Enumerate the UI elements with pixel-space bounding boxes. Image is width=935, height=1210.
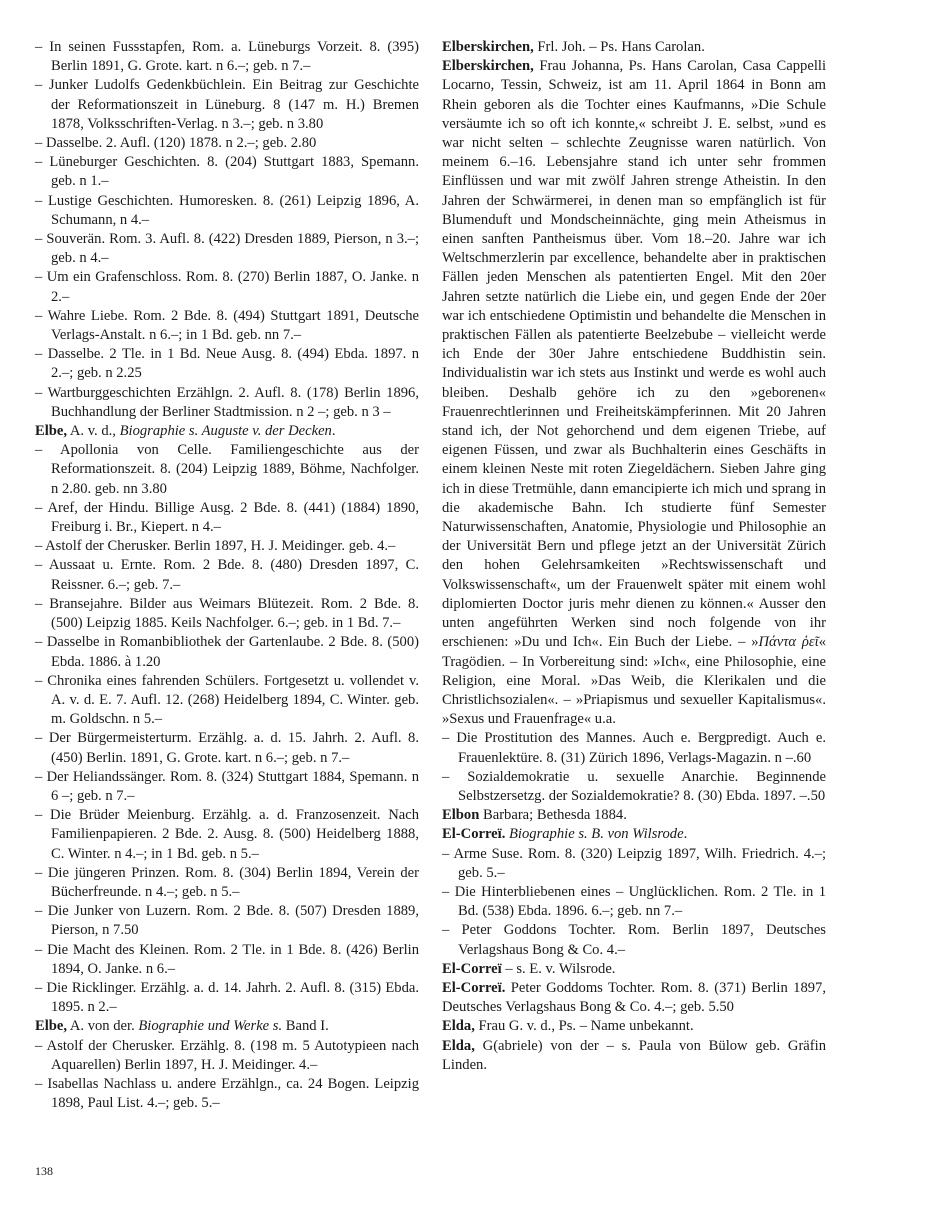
entry-text: Frau G. v. d., Ps. – Name unbekannt.	[474, 1018, 694, 1035]
entry-text: – Junker Ludolfs Gedenkbüchlein. Ein Beitrag zur Geschichte der Reformationszeit in Lüneburg. 8 (147 m. H.) Bremen 1878, Volksschriften-Verlag. n 3.–; geb. n 3.80	[35, 77, 419, 132]
entry-tail: « Tragödien. – In Vorbereitung sind: »Ich«, eine Philosophie, eine Religion, eine Moral. »Das Weib, die Klerikalen und die Christlichsozialen«. – »Priapismus und sexueller Kapitalismus«. »Sexus und Frauenfrage« u.a.	[442, 634, 826, 728]
headword: Elda,	[442, 1037, 475, 1054]
work-entry	[35, 941, 419, 979]
entry-text: – Die Macht des Kleinen. Rom. 2 Tle. in 1 Bde. 8. (426) Berlin 1894, O. Janke. n 6.–	[35, 941, 419, 977]
entry-text: – Der Heliandssänger. Rom. 8. (324) Stuttgart 1884, Spemann. n 6 –; geb. n 7.–	[35, 768, 419, 804]
entry-tail: .	[331, 423, 336, 440]
work-entry	[35, 806, 419, 864]
entry-text: – Wartburggeschichten Erzählgn. 2. Aufl. 8. (178) Berlin 1896, Buchhandlung der Berliner Stadtmission. n 2 –; geb. n 3 –	[35, 384, 419, 420]
entry-text: – Dasselbe. 2 Tle. in 1 Bd. Neue Ausg. 8. (494) Ebda. 1897. n 2.–; geb. n 2.25	[35, 346, 419, 382]
left-column	[35, 38, 419, 1113]
entry-text: – Arme Suse. Rom. 8. (320) Leipzig 1897, Wilh. Friedrich. 4.–; geb. 5.–	[442, 845, 826, 881]
headword: Elbe,	[35, 423, 68, 440]
headword: El-Correï	[442, 960, 502, 977]
entry-text: – Astolf der Cherusker. Erzählg. 8. (198 m. 5 Autotypieen nach Aquarellen) Berlin 1897, H. J. Meidinger. 4.–	[35, 1037, 419, 1073]
work-entry	[35, 768, 419, 806]
work-entry	[35, 134, 419, 153]
entry-text: – Die Prostitution des Mannes. Auch e. Bergpredigt. Auch e. Frauenlektüre. 8. (31) Zürich 1896, Verlags-Magazin. n –.60	[442, 730, 826, 766]
work-entry	[35, 864, 419, 902]
entry-text: – Der Bürgermeisterturm. Erzählg. a. d. 15. Jahrh. 2. Aufl. 8. (450) Berlin. 1891, G. Grote. kart. n 6.–; geb. n 7.–	[35, 730, 419, 766]
entry-text: Barbara; Bethesda 1884.	[479, 807, 627, 824]
entry-text: – Um ein Grafenschloss. Rom. 8. (270) Berlin 1887, O. Janke. n 2.–	[35, 269, 419, 305]
entry-text: – Lüneburger Geschichten. 8. (204) Stuttgart 1883, Spemann. geb. n 1.–	[35, 154, 419, 190]
entry-text: Frau Johanna, Ps. Hans Carolan, Casa Cappelli Locarno, Tessin, Schweiz, ist am 11. April 1864 in Bonn am Rhein geboren als die Tochter eines Kaufmanns, »Die Schule versäumte ich so oft ich konnte,« schreibt J. E. selbst, »und es war nicht selten – schlechte Zeugnisse waren natürlich. Von meinem 6.–16. Lebensjahre stand ich unter sehr frommen Einflüssen und war mit zwölf Jahren strenge Atheistin. In den Jahren der Schwärmerei, in denen man so empfänglich ist für Blumenduft und Mondscheinnächte, ging mein Atheismus in einen sanften Pantheismus über. Vom 18.–20. Jahre war ich Weltschmerzlerin par excellence, behandelte aber in praktischen Fällen jeden Menschen als patentierten Engel. Mit den 20er Jahren setzte natürlich die Liebe ein, und gegen Ende der 20er war ich entschiedene Optimistin und behandelte die Menschen in praktischen Fällen als patentierte Beelzebube – vielleicht werde ich Ende der 30er Jahre entschiedene Buddhistin sein. Individualistin war ich stets aus Instinkt und werde es wohl auch bleiben. Deshalb gehöre ich zu den »geborenen« Frauenrechtlerinnen und Freiheitskämpferinnen. Mit 20 Jahren stand ich, der Not gehorchend und dem eigenen Triebe, auf eigenen Füssen, und zwar als Buchhalterin eines Geschäfts in einem kleinen Neste mit roten Ziegeldächern. Sieben Jahre ging ich in diese Tretmühle, dann emancipierte ich mich und sprang in die akademische Bahn. Ich studierte fünf Semester Naturwissenschaften, Anatomie, Physiologie und Philosophie an der Universität Bern und pflege jetzt an der Universität Zürich den hohen Gelehrsamkeiten »Rechtswissenschaft und Volkswissenschaft«, um der Frauenwelt später mit einem wohl diplomierten Doctor juris mehr dienen zu können.« Ausser den unten angeführten Werken sind noch folgende von ihr erschienen: »Du und Ich«. Ein Buch der Liebe. – »	[442, 58, 826, 651]
work-entry	[35, 1037, 419, 1075]
entry-text: – Aref, der Hindu. Billige Ausg. 2 Bde. 8. (441) (1884) 1890, Freiburg i. Br., Kiepert. n 4.–	[35, 499, 419, 536]
work-entry	[35, 268, 419, 306]
entry-text: G(abriele) von der – s. Paula von Bülow geb. Gräfin Linden.	[442, 1037, 826, 1073]
work-entry	[35, 556, 419, 594]
work-entry	[35, 307, 419, 345]
headword: El-Correï.	[442, 826, 506, 843]
entry-italic: Biographie s. Auguste v. der Decken	[119, 423, 332, 440]
work-entry	[35, 76, 419, 134]
headword-entry	[442, 1037, 826, 1075]
work-entry	[442, 921, 826, 959]
headword: Elberskirchen,	[442, 39, 534, 55]
entry-text: – Die Brüder Meienburg. Erzählg. a. d. Franzosenzeit. Nach Familienpapieren. 2 Bde. 2. Ausg. 8. (500) Heidelberg 1888, C. Winter. n 4.–; in 1 Bd. geb. n 5.–	[35, 807, 419, 862]
work-entry	[442, 845, 826, 883]
headword: Elda,	[442, 1018, 475, 1035]
entry-italic: Πάντα ῥεῖ	[758, 634, 819, 651]
headword: Elbon	[442, 807, 480, 824]
entry-text: – Bransejahre. Bilder aus Weimars Blütezeit. Rom. 2 Bde. 8. (500) Leipzig 1885. Keils Nachfolger. 6.–; geb. in 1 Bd. 7.–	[35, 595, 419, 632]
work-entry	[442, 729, 826, 767]
headword-entry	[35, 422, 419, 441]
entry-text: – Die Junker von Luzern. Rom. 2 Bde. 8. (507) Dresden 1889, Pierson, n 7.50	[35, 903, 419, 939]
entry-text: Peter Goddoms Tochter. Rom. 8. (371) Berlin 1897, Deutsches Verlagshaus Bong & Co. 4.–; geb. 5.50	[442, 979, 826, 1016]
entry-text: – Chronika eines fahrenden Schülers. Fortgesetzt u. vollendet v. A. v. d. E. 7. Aufl. 12. (268) Heidelberg 1894, C. Winter. geb. m. Goldschn. n 5.–	[35, 672, 419, 728]
entry-text: – Apollonia von Celle. Familiengeschichte aus der Reformationszeit. 8. (204) Leipzig 1889, Böhme, Nachfolger. n 2.80. geb. nn 3.80	[35, 442, 419, 497]
entry-tail: Band I.	[282, 1018, 329, 1035]
entry-text: – In seinen Fussstapfen, Rom. a. Lüneburgs Vorzeit. 8. (395) Berlin 1891, G. Grote. kart. n 6.–; geb. n 7.–	[35, 39, 419, 75]
headword: Elberskirchen,	[442, 58, 534, 75]
entry-text: – Isabellas Nachlass u. andere Erzählgn., ca. 24 Bogen. Leipzig 1898, Paul List. 4.–; geb. 5.–	[35, 1075, 419, 1112]
work-entry	[35, 384, 419, 422]
headword: Elbe,	[35, 1018, 68, 1035]
work-entry	[35, 230, 419, 268]
entry-text: – Die Ricklinger. Erzählg. a. d. 14. Jahrh. 2. Aufl. 8. (315) Ebda. 1895. n 2.–	[35, 979, 419, 1016]
work-entry	[35, 729, 419, 767]
entry-text: – Aussaat u. Ernte. Rom. 2 Bde. 8. (480) Dresden 1897, C. Reissner. 6.–; geb. 7.–	[35, 557, 419, 593]
entry-text: – Wahre Liebe. Rom. 2 Bde. 8. (494) Stuttgart 1891, Deutsche Verlags-Anstalt. n 6.–; in 1 Bd. geb. nn 7.–	[35, 307, 419, 344]
work-entry	[35, 595, 419, 633]
work-entry	[35, 38, 419, 76]
work-entry	[35, 441, 419, 499]
entry-italic: Biographie s. B. von Wilsrode	[509, 826, 684, 843]
entry-text: – Peter Goddons Tochter. Rom. Berlin 1897, Deutsches Verlagshaus Bong & Co. 4.–	[442, 922, 826, 958]
entry-text: – Dasselbe in Romanbibliothek der Gartenlaube. 2 Bde. 8. (500) Ebda. 1886. à 1.20	[35, 634, 419, 670]
headword-entry	[442, 979, 826, 1017]
page-number: 138	[35, 1164, 53, 1178]
work-entry	[442, 768, 826, 806]
headword-entry	[442, 57, 826, 729]
work-entry	[35, 499, 419, 537]
headword-entry	[442, 806, 826, 825]
work-entry	[35, 537, 419, 556]
work-entry	[35, 153, 419, 191]
entry-italic: Biographie und Werke s.	[138, 1018, 283, 1035]
work-entry	[35, 345, 419, 383]
entry-text: A. von der.	[67, 1018, 139, 1035]
headword-entry	[442, 1017, 826, 1036]
right-column	[442, 38, 826, 1075]
work-entry	[35, 1075, 419, 1113]
entry-text: – Lustige Geschichten. Humoresken. 8. (261) Leipzig 1896, A. Schumann, n 4.–	[35, 192, 419, 228]
entry-text: – s. E. v. Wilsrode.	[501, 960, 616, 977]
entry-text: Frl. Joh. – Ps. Hans Carolan.	[533, 39, 705, 55]
work-entry	[442, 883, 826, 921]
entry-text: – Souverän. Rom. 3. Aufl. 8. (422) Dresden 1889, Pierson, n 3.–; geb. n 4.–	[35, 231, 419, 267]
entry-text: A. v. d.,	[67, 423, 120, 440]
entry-tail: .	[683, 826, 688, 843]
entry-text: – Sozialdemokratie u. sexuelle Anarchie. Beginnende Selbstzersetzg. der Sozialdemokratie? 8. (30) Ebda. 1897. –.50	[442, 768, 826, 804]
headword-entry	[442, 960, 826, 979]
headword-entry	[442, 825, 826, 844]
work-entry	[35, 979, 419, 1017]
headword-entry	[442, 38, 826, 57]
headword: El-Correï.	[442, 979, 506, 996]
entry-text: – Astolf der Cherusker. Berlin 1897, H. J. Meidinger. geb. 4.–	[35, 538, 396, 555]
work-entry	[35, 192, 419, 230]
headword-entry	[35, 1017, 419, 1036]
work-entry	[35, 902, 419, 940]
entry-text: – Dasselbe. 2. Aufl. (120) 1878. n 2.–; geb. 2.80	[35, 135, 317, 152]
entry-text: – Die Hinterbliebenen eines – Unglücklichen. Rom. 2 Tle. in 1 Bd. (538) Ebda. 1896. 6.–; geb. nn 7.–	[442, 883, 826, 920]
entry-text: – Die jüngeren Prinzen. Rom. 8. (304) Berlin 1894, Verein der Bücherfreunde. n 4.–; geb. n 5.–	[35, 864, 419, 900]
work-entry	[35, 672, 419, 730]
work-entry	[35, 633, 419, 671]
